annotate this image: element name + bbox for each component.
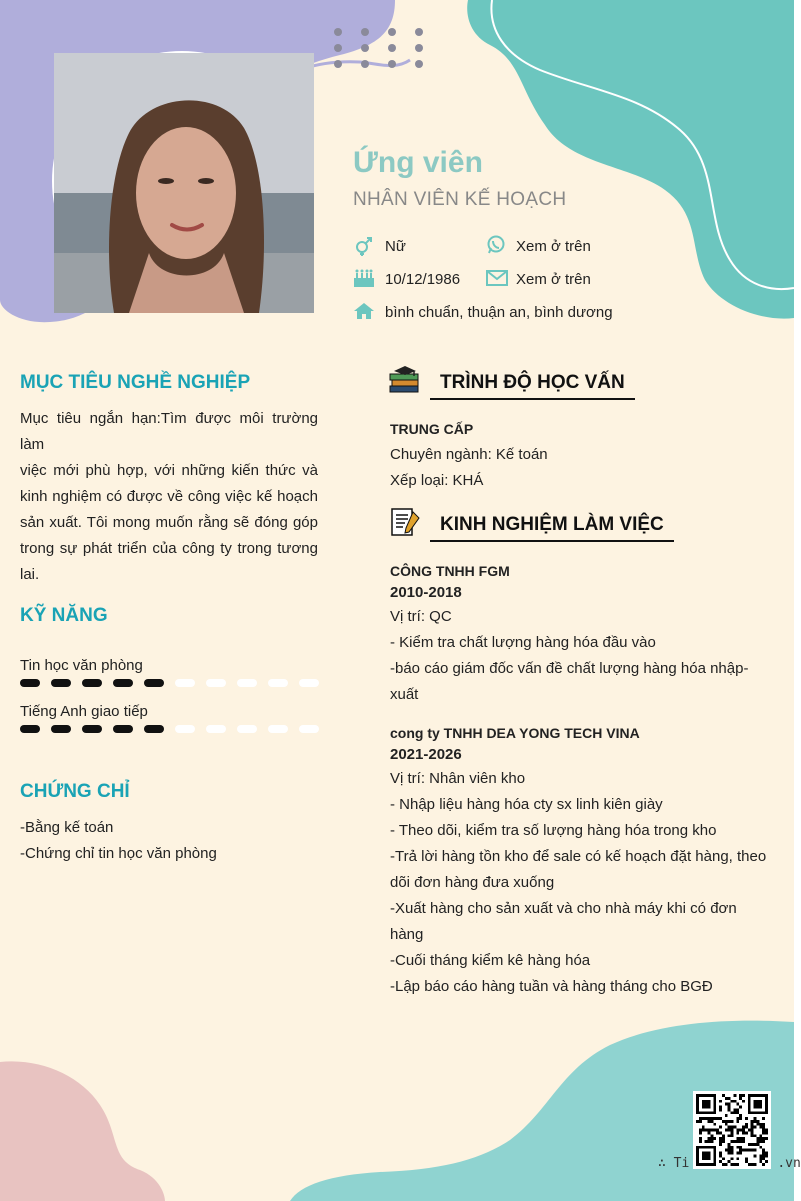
skill-dash-filled (144, 725, 164, 733)
experience-title: KINH NGHIỆM LÀM VIỆC (430, 514, 674, 542)
skill-dash-empty (268, 679, 288, 687)
education-grade: Xếp loại: KHÁ (390, 472, 484, 489)
skill-dash-filled (82, 725, 102, 733)
skill-dash-filled (82, 679, 102, 687)
skill-dash-empty (299, 679, 319, 687)
skill-dash-filled (51, 679, 71, 687)
skill-dash-filled (20, 725, 40, 733)
experience-document-icon (389, 506, 423, 538)
skill-dash-empty (206, 725, 226, 733)
home-icon (353, 302, 375, 320)
skill-level-bar (20, 678, 320, 688)
education-details (390, 416, 548, 494)
phone-value: Xem ở trên (516, 238, 591, 255)
skill-name: Tin học văn phòng (20, 657, 143, 674)
education-major: Chuyên ngành: Kế toán (390, 446, 548, 463)
birthday-value: 10/12/1986 (385, 271, 461, 288)
job-duty: - Nhập liệu hàng hóa cty sx linh kiên giày (390, 796, 663, 813)
skill-dash-empty (237, 725, 257, 733)
skill-dash-empty (299, 725, 319, 733)
email-value: Xem ở trên (516, 271, 591, 288)
skills-title: KỸ NĂNG (20, 605, 108, 626)
job-duty: -báo cáo giám đốc vấn đề chất lượng hàng hóa nhập- (390, 660, 749, 677)
gender-icon (354, 236, 374, 256)
candidate-name: Ứng viên (353, 146, 483, 179)
birthday-cake-icon (353, 268, 375, 288)
skill-dash-filled (113, 725, 133, 733)
job-duty: -Lập báo cáo hàng tuần và hàng tháng cho BGĐ (390, 978, 713, 995)
job-duty: - Theo dõi, kiểm tra số lượng hàng hóa trong kho (390, 822, 717, 839)
skill-dash-filled (51, 725, 71, 733)
objective-text: Mục tiêu ngắn hạn:Tìm được môi trường làm việc mới phù hợp, với những kiến thức và kinh nghiệm có được về công việc kế hoạch sản xuất. Tôi mong muốn rằng sẽ đóng góp trong sự phát triển của công ty trong tương lai. (20, 410, 318, 583)
skill-dash-empty (237, 679, 257, 687)
address-value: bình chuẩn, thuận an, bình dương (385, 304, 613, 321)
certificate-item: -Bằng kế toán (20, 819, 114, 836)
education-title: TRÌNH ĐỘ HỌC VẤN (430, 372, 635, 400)
job-duty: -Cuối tháng kiểm kê hàng hóa (390, 952, 591, 969)
skill-dash-empty (175, 725, 195, 733)
phone-icon (486, 235, 506, 255)
certificates-title: CHỨNG CHỈ (20, 781, 130, 802)
job-period: 2021-2026 (390, 746, 462, 763)
job-duty: hàng (390, 926, 424, 943)
job-title: NHÂN VIÊN KẾ HOẠCH (353, 189, 567, 210)
qr-code-icon[interactable] (693, 1091, 771, 1169)
job-duty: -Xuất hàng cho sản xuất và cho nhà máy khi có đơn (390, 900, 737, 917)
certificates-list (20, 815, 217, 867)
job-duty: - Kiểm tra chất lượng hàng hóa đầu vào (390, 634, 656, 651)
objective-title: MỤC TIÊU NGHỀ NGHIỆP (20, 372, 251, 393)
job-position: Vị trí: Nhân viên kho (390, 770, 526, 787)
experience-job (390, 558, 770, 708)
skill-dash-filled (144, 679, 164, 687)
job-position: Vị trí: QC (390, 608, 452, 625)
job-duty: dõi đơn hàng đưa xuống (390, 874, 555, 891)
skill-dash-empty (268, 725, 288, 733)
education-school: TRUNG CẤP (390, 421, 474, 437)
skill-dash-filled (113, 679, 133, 687)
gender-value: Nữ (385, 238, 406, 255)
watermark-text: ∴ Ti .vn (658, 1156, 801, 1171)
company-name: CÔNG TNHH FGM (390, 563, 510, 579)
candidate-photo (52, 51, 312, 311)
education-books-icon (388, 364, 422, 396)
job-duty: xuất (390, 686, 419, 703)
skill-dash-empty (206, 679, 226, 687)
skill-dash-empty (175, 679, 195, 687)
skill-name: Tiếng Anh giao tiếp (20, 703, 148, 720)
email-icon (486, 270, 508, 286)
job-duty: -Trả lời hàng tồn kho để sale có kế hoạch đặt hàng, theo (390, 848, 767, 865)
experience-job (390, 720, 780, 1000)
job-period: 2010-2018 (390, 584, 462, 601)
certificate-item: -Chứng chỉ tin học văn phòng (20, 845, 217, 862)
skill-level-bar (20, 724, 320, 734)
company-name: cong ty TNHH DEA YONG TECH VINA (390, 725, 640, 741)
skill-dash-filled (20, 679, 40, 687)
